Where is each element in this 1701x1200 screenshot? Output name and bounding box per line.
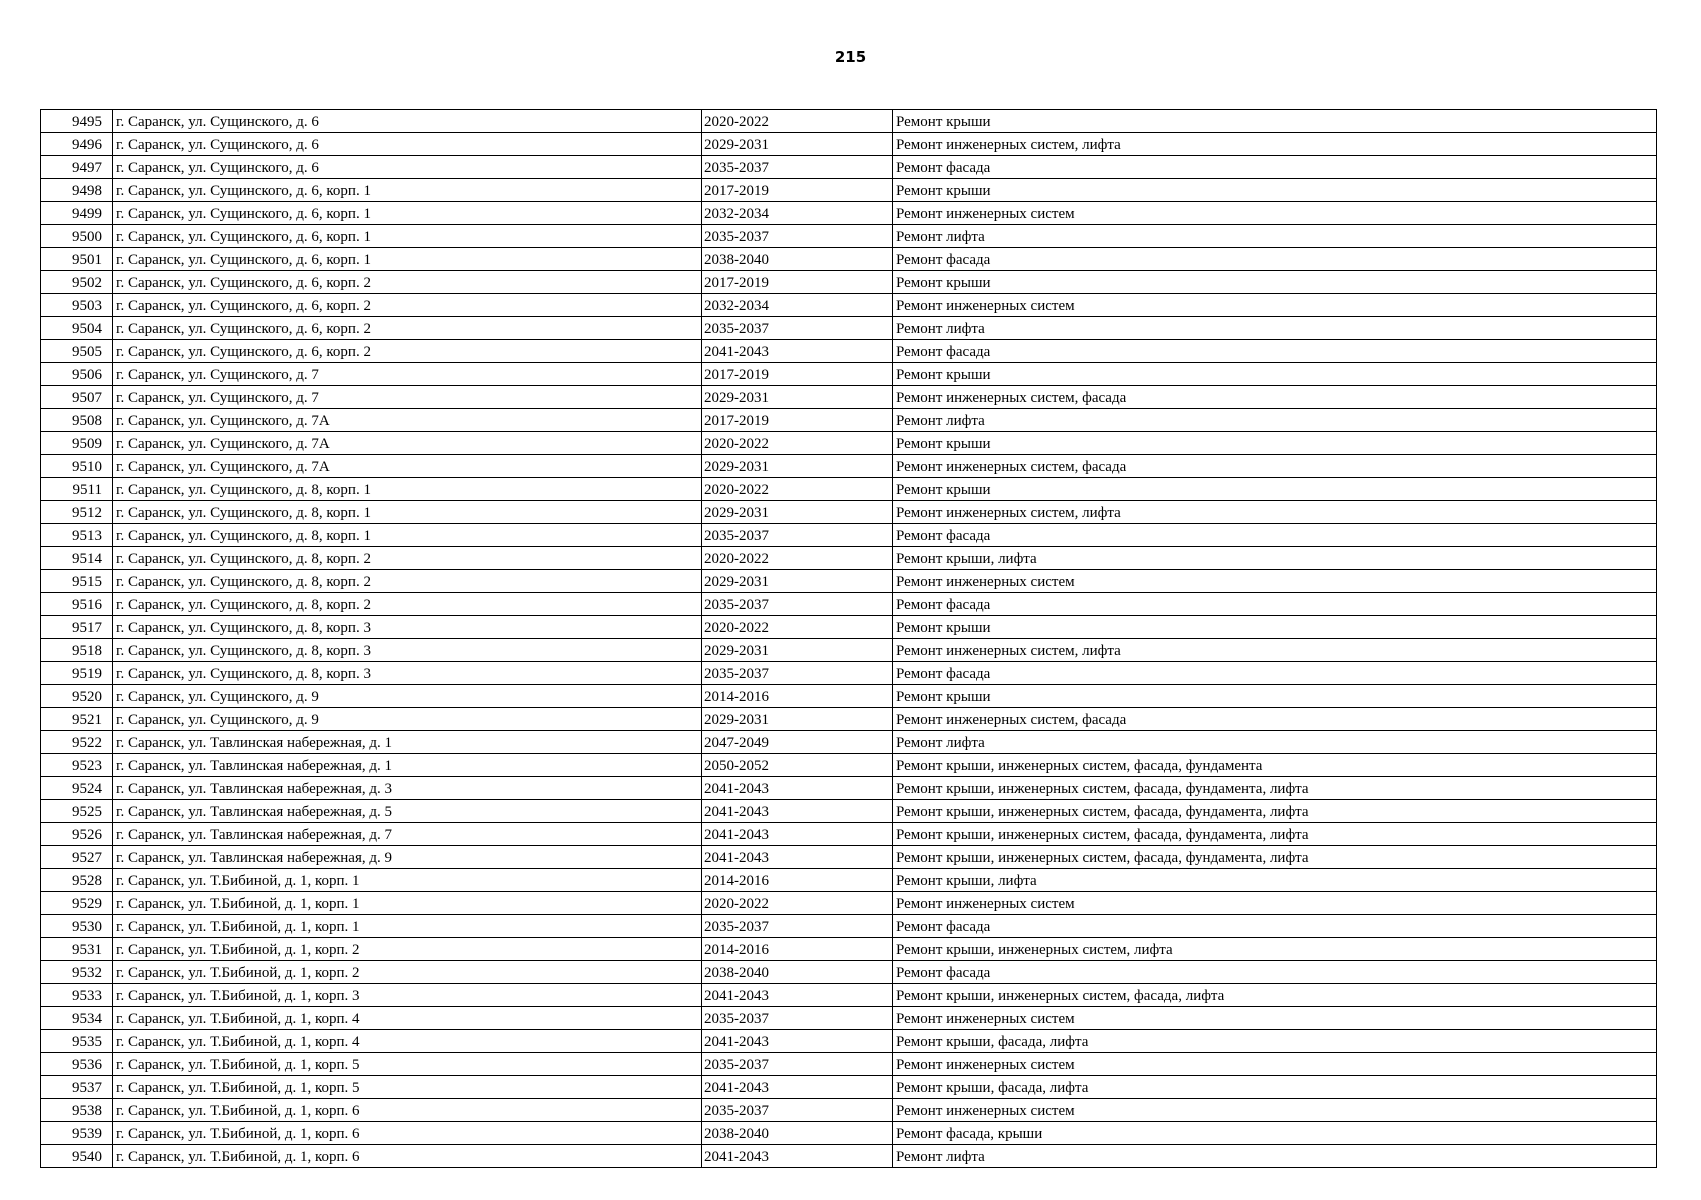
address-cell: г. Саранск, ул. Сущинского, д. 8, корп. 3 xyxy=(113,662,702,685)
work-type-cell: Ремонт инженерных систем xyxy=(893,1099,1657,1122)
row-number-cell: 9517 xyxy=(41,616,113,639)
table-row xyxy=(41,340,1657,363)
table-row xyxy=(41,133,1657,156)
work-type-cell: Ремонт крыши xyxy=(893,685,1657,708)
period-cell: 2032-2034 xyxy=(702,294,893,317)
table-row xyxy=(41,110,1657,133)
address-cell: г. Саранск, ул. Сущинского, д. 7А xyxy=(113,409,702,432)
period-cell: 2029-2031 xyxy=(702,501,893,524)
address-cell: г. Саранск, ул. Тавлинская набережная, д. 9 xyxy=(113,846,702,869)
row-number-cell: 9531 xyxy=(41,938,113,961)
work-type-cell: Ремонт фасада xyxy=(893,340,1657,363)
row-number-cell: 9512 xyxy=(41,501,113,524)
work-type-cell: Ремонт лифта xyxy=(893,225,1657,248)
work-type-cell: Ремонт лифта xyxy=(893,317,1657,340)
table-row xyxy=(41,248,1657,271)
row-number-cell: 9513 xyxy=(41,524,113,547)
address-cell: г. Саранск, ул. Сущинского, д. 8, корп. 1 xyxy=(113,478,702,501)
row-number-cell: 9502 xyxy=(41,271,113,294)
table-row xyxy=(41,1030,1657,1053)
address-cell: г. Саранск, ул. Т.Бибиной, д. 1, корп. 3 xyxy=(113,984,702,1007)
work-type-cell: Ремонт инженерных систем xyxy=(893,570,1657,593)
row-number-cell: 9534 xyxy=(41,1007,113,1030)
row-number-cell: 9497 xyxy=(41,156,113,179)
period-cell: 2035-2037 xyxy=(702,915,893,938)
work-type-cell: Ремонт фасада xyxy=(893,248,1657,271)
work-type-cell: Ремонт инженерных систем, лифта xyxy=(893,639,1657,662)
period-cell: 2020-2022 xyxy=(702,547,893,570)
row-number-cell: 9504 xyxy=(41,317,113,340)
period-cell: 2017-2019 xyxy=(702,409,893,432)
address-cell: г. Саранск, ул. Т.Бибиной, д. 1, корп. 6 xyxy=(113,1122,702,1145)
table-row xyxy=(41,616,1657,639)
period-cell: 2014-2016 xyxy=(702,938,893,961)
period-cell: 2029-2031 xyxy=(702,639,893,662)
address-cell: г. Саранск, ул. Тавлинская набережная, д. 3 xyxy=(113,777,702,800)
work-type-cell: Ремонт крыши, инженерных систем, фасада, фундамента, лифта xyxy=(893,846,1657,869)
work-type-cell: Ремонт фасада, крыши xyxy=(893,1122,1657,1145)
address-cell: г. Саранск, ул. Сущинского, д. 6, корп. 1 xyxy=(113,179,702,202)
work-type-cell: Ремонт инженерных систем, лифта xyxy=(893,501,1657,524)
row-number-cell: 9529 xyxy=(41,892,113,915)
address-cell: г. Саранск, ул. Т.Бибиной, д. 1, корп. 2 xyxy=(113,938,702,961)
table-row xyxy=(41,731,1657,754)
work-type-cell: Ремонт крыши, фасада, лифта xyxy=(893,1030,1657,1053)
address-cell: г. Саранск, ул. Т.Бибиной, д. 1, корп. 6 xyxy=(113,1099,702,1122)
table-row xyxy=(41,570,1657,593)
work-type-cell: Ремонт крыши, инженерных систем, фасада, фундамента, лифта xyxy=(893,800,1657,823)
period-cell: 2020-2022 xyxy=(702,432,893,455)
table-row xyxy=(41,501,1657,524)
period-cell: 2035-2037 xyxy=(702,1007,893,1030)
period-cell: 2029-2031 xyxy=(702,708,893,731)
row-number-cell: 9532 xyxy=(41,961,113,984)
period-cell: 2035-2037 xyxy=(702,524,893,547)
period-cell: 2017-2019 xyxy=(702,271,893,294)
table-row xyxy=(41,708,1657,731)
work-type-cell: Ремонт лифта xyxy=(893,409,1657,432)
table-row xyxy=(41,386,1657,409)
table-row xyxy=(41,685,1657,708)
row-number-cell: 9500 xyxy=(41,225,113,248)
row-number-cell: 9521 xyxy=(41,708,113,731)
row-number-cell: 9499 xyxy=(41,202,113,225)
table-row xyxy=(41,846,1657,869)
period-cell: 2038-2040 xyxy=(702,961,893,984)
period-cell: 2014-2016 xyxy=(702,685,893,708)
table-row xyxy=(41,363,1657,386)
row-number-cell: 9539 xyxy=(41,1122,113,1145)
row-number-cell: 9533 xyxy=(41,984,113,1007)
row-number-cell: 9535 xyxy=(41,1030,113,1053)
address-cell: г. Саранск, ул. Т.Бибиной, д. 1, корп. 2 xyxy=(113,961,702,984)
table-row xyxy=(41,432,1657,455)
row-number-cell: 9505 xyxy=(41,340,113,363)
row-number-cell: 9501 xyxy=(41,248,113,271)
period-cell: 2035-2037 xyxy=(702,593,893,616)
period-cell: 2035-2037 xyxy=(702,662,893,685)
period-cell: 2020-2022 xyxy=(702,616,893,639)
period-cell: 2041-2043 xyxy=(702,340,893,363)
period-cell: 2041-2043 xyxy=(702,1145,893,1168)
work-type-cell: Ремонт крыши xyxy=(893,110,1657,133)
work-type-cell: Ремонт крыши, инженерных систем, фасада, лифта xyxy=(893,984,1657,1007)
period-cell: 2020-2022 xyxy=(702,892,893,915)
table-row xyxy=(41,524,1657,547)
period-cell: 2029-2031 xyxy=(702,455,893,478)
table-row xyxy=(41,455,1657,478)
address-cell: г. Саранск, ул. Сущинского, д. 8, корп. 2 xyxy=(113,547,702,570)
table-row xyxy=(41,1145,1657,1168)
table-row xyxy=(41,294,1657,317)
address-cell: г. Саранск, ул. Т.Бибиной, д. 1, корп. 6 xyxy=(113,1145,702,1168)
work-type-cell: Ремонт крыши, лифта xyxy=(893,869,1657,892)
work-type-cell: Ремонт лифта xyxy=(893,731,1657,754)
period-cell: 2041-2043 xyxy=(702,777,893,800)
period-cell: 2017-2019 xyxy=(702,179,893,202)
period-cell: 2041-2043 xyxy=(702,823,893,846)
table-row xyxy=(41,409,1657,432)
work-type-cell: Ремонт инженерных систем, фасада xyxy=(893,708,1657,731)
work-type-cell: Ремонт инженерных систем, лифта xyxy=(893,133,1657,156)
work-type-cell: Ремонт крыши, инженерных систем, фасада, фундамента, лифта xyxy=(893,777,1657,800)
address-cell: г. Саранск, ул. Т.Бибиной, д. 1, корп. 5 xyxy=(113,1053,702,1076)
table-row xyxy=(41,1053,1657,1076)
row-number-cell: 9522 xyxy=(41,731,113,754)
table-row xyxy=(41,938,1657,961)
table-row xyxy=(41,869,1657,892)
address-cell: г. Саранск, ул. Сущинского, д. 6, корп. 2 xyxy=(113,340,702,363)
work-type-cell: Ремонт инженерных систем xyxy=(893,294,1657,317)
work-type-cell: Ремонт крыши, инженерных систем, лифта xyxy=(893,938,1657,961)
row-number-cell: 9496 xyxy=(41,133,113,156)
period-cell: 2029-2031 xyxy=(702,133,893,156)
work-type-cell: Ремонт инженерных систем xyxy=(893,1053,1657,1076)
address-cell: г. Саранск, ул. Сущинского, д. 7 xyxy=(113,363,702,386)
row-number-cell: 9527 xyxy=(41,846,113,869)
table-row xyxy=(41,1099,1657,1122)
table-row xyxy=(41,271,1657,294)
address-cell: г. Саранск, ул. Сущинского, д. 7А xyxy=(113,455,702,478)
work-type-cell: Ремонт крыши, лифта xyxy=(893,547,1657,570)
address-cell: г. Саранск, ул. Сущинского, д. 6, корп. 2 xyxy=(113,271,702,294)
row-number-cell: 9498 xyxy=(41,179,113,202)
period-cell: 2038-2040 xyxy=(702,248,893,271)
work-type-cell: Ремонт крыши xyxy=(893,616,1657,639)
table-row xyxy=(41,478,1657,501)
row-number-cell: 9540 xyxy=(41,1145,113,1168)
row-number-cell: 9495 xyxy=(41,110,113,133)
period-cell: 2041-2043 xyxy=(702,846,893,869)
address-cell: г. Саранск, ул. Сущинского, д. 8, корп. 3 xyxy=(113,616,702,639)
address-cell: г. Саранск, ул. Сущинского, д. 7А xyxy=(113,432,702,455)
period-cell: 2038-2040 xyxy=(702,1122,893,1145)
row-number-cell: 9503 xyxy=(41,294,113,317)
address-cell: г. Саранск, ул. Сущинского, д. 7 xyxy=(113,386,702,409)
row-number-cell: 9509 xyxy=(41,432,113,455)
table-body xyxy=(41,110,1657,1168)
table-row xyxy=(41,961,1657,984)
row-number-cell: 9523 xyxy=(41,754,113,777)
address-cell: г. Саранск, ул. Т.Бибиной, д. 1, корп. 1 xyxy=(113,869,702,892)
row-number-cell: 9518 xyxy=(41,639,113,662)
row-number-cell: 9520 xyxy=(41,685,113,708)
work-type-cell: Ремонт фасада xyxy=(893,156,1657,179)
work-type-cell: Ремонт фасада xyxy=(893,915,1657,938)
period-cell: 2035-2037 xyxy=(702,225,893,248)
table-row xyxy=(41,777,1657,800)
address-cell: г. Саранск, ул. Сущинского, д. 6 xyxy=(113,110,702,133)
address-cell: г. Саранск, ул. Т.Бибиной, д. 1, корп. 4 xyxy=(113,1030,702,1053)
period-cell: 2020-2022 xyxy=(702,478,893,501)
address-cell: г. Саранск, ул. Т.Бибиной, д. 1, корп. 1 xyxy=(113,892,702,915)
address-cell: г. Саранск, ул. Сущинского, д. 6, корп. 2 xyxy=(113,317,702,340)
period-cell: 2041-2043 xyxy=(702,800,893,823)
period-cell: 2035-2037 xyxy=(702,156,893,179)
address-cell: г. Саранск, ул. Сущинского, д. 6 xyxy=(113,133,702,156)
table-row xyxy=(41,1007,1657,1030)
address-cell: г. Саранск, ул. Сущинского, д. 6, корп. 2 xyxy=(113,294,702,317)
address-cell: г. Саранск, ул. Сущинского, д. 8, корп. 3 xyxy=(113,639,702,662)
table-row xyxy=(41,156,1657,179)
work-type-cell: Ремонт крыши xyxy=(893,179,1657,202)
table-row xyxy=(41,317,1657,340)
row-number-cell: 9538 xyxy=(41,1099,113,1122)
address-cell: г. Саранск, ул. Сущинского, д. 8, корп. 1 xyxy=(113,524,702,547)
row-number-cell: 9515 xyxy=(41,570,113,593)
table-row xyxy=(41,754,1657,777)
period-cell: 2029-2031 xyxy=(702,570,893,593)
work-type-cell: Ремонт фасада xyxy=(893,593,1657,616)
table-row xyxy=(41,823,1657,846)
period-cell: 2017-2019 xyxy=(702,363,893,386)
period-cell: 2035-2037 xyxy=(702,317,893,340)
period-cell: 2032-2034 xyxy=(702,202,893,225)
work-type-cell: Ремонт фасада xyxy=(893,662,1657,685)
period-cell: 2041-2043 xyxy=(702,1076,893,1099)
page-number: 215 xyxy=(834,48,867,66)
work-type-cell: Ремонт крыши xyxy=(893,363,1657,386)
address-cell: г. Саранск, ул. Тавлинская набережная, д. 5 xyxy=(113,800,702,823)
period-cell: 2041-2043 xyxy=(702,1030,893,1053)
row-number-cell: 9508 xyxy=(41,409,113,432)
address-cell: г. Саранск, ул. Тавлинская набережная, д. 1 xyxy=(113,731,702,754)
table-row xyxy=(41,547,1657,570)
period-cell: 2050-2052 xyxy=(702,754,893,777)
address-cell: г. Саранск, ул. Тавлинская набережная, д. 1 xyxy=(113,754,702,777)
address-cell: г. Саранск, ул. Сущинского, д. 8, корп. 1 xyxy=(113,501,702,524)
table-row xyxy=(41,639,1657,662)
address-cell: г. Саранск, ул. Сущинского, д. 6, корп. 1 xyxy=(113,248,702,271)
row-number-cell: 9536 xyxy=(41,1053,113,1076)
work-type-cell: Ремонт крыши xyxy=(893,271,1657,294)
work-type-cell: Ремонт лифта xyxy=(893,1145,1657,1168)
table-row xyxy=(41,1076,1657,1099)
table-row xyxy=(41,225,1657,248)
work-type-cell: Ремонт крыши, инженерных систем, фасада, фундамента xyxy=(893,754,1657,777)
row-number-cell: 9519 xyxy=(41,662,113,685)
period-cell: 2035-2037 xyxy=(702,1053,893,1076)
period-cell: 2014-2016 xyxy=(702,869,893,892)
address-cell: г. Саранск, ул. Сущинского, д. 9 xyxy=(113,708,702,731)
row-number-cell: 9507 xyxy=(41,386,113,409)
address-cell: г. Саранск, ул. Сущинского, д. 6, корп. 1 xyxy=(113,225,702,248)
row-number-cell: 9525 xyxy=(41,800,113,823)
row-number-cell: 9514 xyxy=(41,547,113,570)
repair-schedule-table xyxy=(40,109,1657,1168)
period-cell: 2047-2049 xyxy=(702,731,893,754)
address-cell: г. Саранск, ул. Сущинского, д. 6, корп. 1 xyxy=(113,202,702,225)
row-number-cell: 9526 xyxy=(41,823,113,846)
row-number-cell: 9506 xyxy=(41,363,113,386)
work-type-cell: Ремонт инженерных систем xyxy=(893,892,1657,915)
address-cell: г. Саранск, ул. Т.Бибиной, д. 1, корп. 5 xyxy=(113,1076,702,1099)
work-type-cell: Ремонт инженерных систем xyxy=(893,202,1657,225)
period-cell: 2041-2043 xyxy=(702,984,893,1007)
table-row xyxy=(41,915,1657,938)
address-cell: г. Саранск, ул. Сущинского, д. 6 xyxy=(113,156,702,179)
work-type-cell: Ремонт инженерных систем xyxy=(893,1007,1657,1030)
address-cell: г. Саранск, ул. Тавлинская набережная, д. 7 xyxy=(113,823,702,846)
row-number-cell: 9530 xyxy=(41,915,113,938)
table-row xyxy=(41,593,1657,616)
address-cell: г. Саранск, ул. Сущинского, д. 8, корп. 2 xyxy=(113,570,702,593)
table-row xyxy=(41,984,1657,1007)
address-cell: г. Саранск, ул. Т.Бибиной, д. 1, корп. 1 xyxy=(113,915,702,938)
row-number-cell: 9516 xyxy=(41,593,113,616)
work-type-cell: Ремонт крыши xyxy=(893,432,1657,455)
work-type-cell: Ремонт крыши xyxy=(893,478,1657,501)
address-cell: г. Саранск, ул. Сущинского, д. 9 xyxy=(113,685,702,708)
table-row xyxy=(41,662,1657,685)
work-type-cell: Ремонт инженерных систем, фасада xyxy=(893,455,1657,478)
work-type-cell: Ремонт фасада xyxy=(893,961,1657,984)
table-row xyxy=(41,1122,1657,1145)
table-row xyxy=(41,800,1657,823)
address-cell: г. Саранск, ул. Т.Бибиной, д. 1, корп. 4 xyxy=(113,1007,702,1030)
work-type-cell: Ремонт крыши, инженерных систем, фасада, фундамента, лифта xyxy=(893,823,1657,846)
table-row xyxy=(41,179,1657,202)
table-row xyxy=(41,202,1657,225)
address-cell: г. Саранск, ул. Сущинского, д. 8, корп. 2 xyxy=(113,593,702,616)
row-number-cell: 9528 xyxy=(41,869,113,892)
period-cell: 2029-2031 xyxy=(702,386,893,409)
work-type-cell: Ремонт фасада xyxy=(893,524,1657,547)
period-cell: 2035-2037 xyxy=(702,1099,893,1122)
row-number-cell: 9511 xyxy=(41,478,113,501)
row-number-cell: 9510 xyxy=(41,455,113,478)
row-number-cell: 9537 xyxy=(41,1076,113,1099)
row-number-cell: 9524 xyxy=(41,777,113,800)
work-type-cell: Ремонт инженерных систем, фасада xyxy=(893,386,1657,409)
table-row xyxy=(41,892,1657,915)
work-type-cell: Ремонт крыши, фасада, лифта xyxy=(893,1076,1657,1099)
period-cell: 2020-2022 xyxy=(702,110,893,133)
